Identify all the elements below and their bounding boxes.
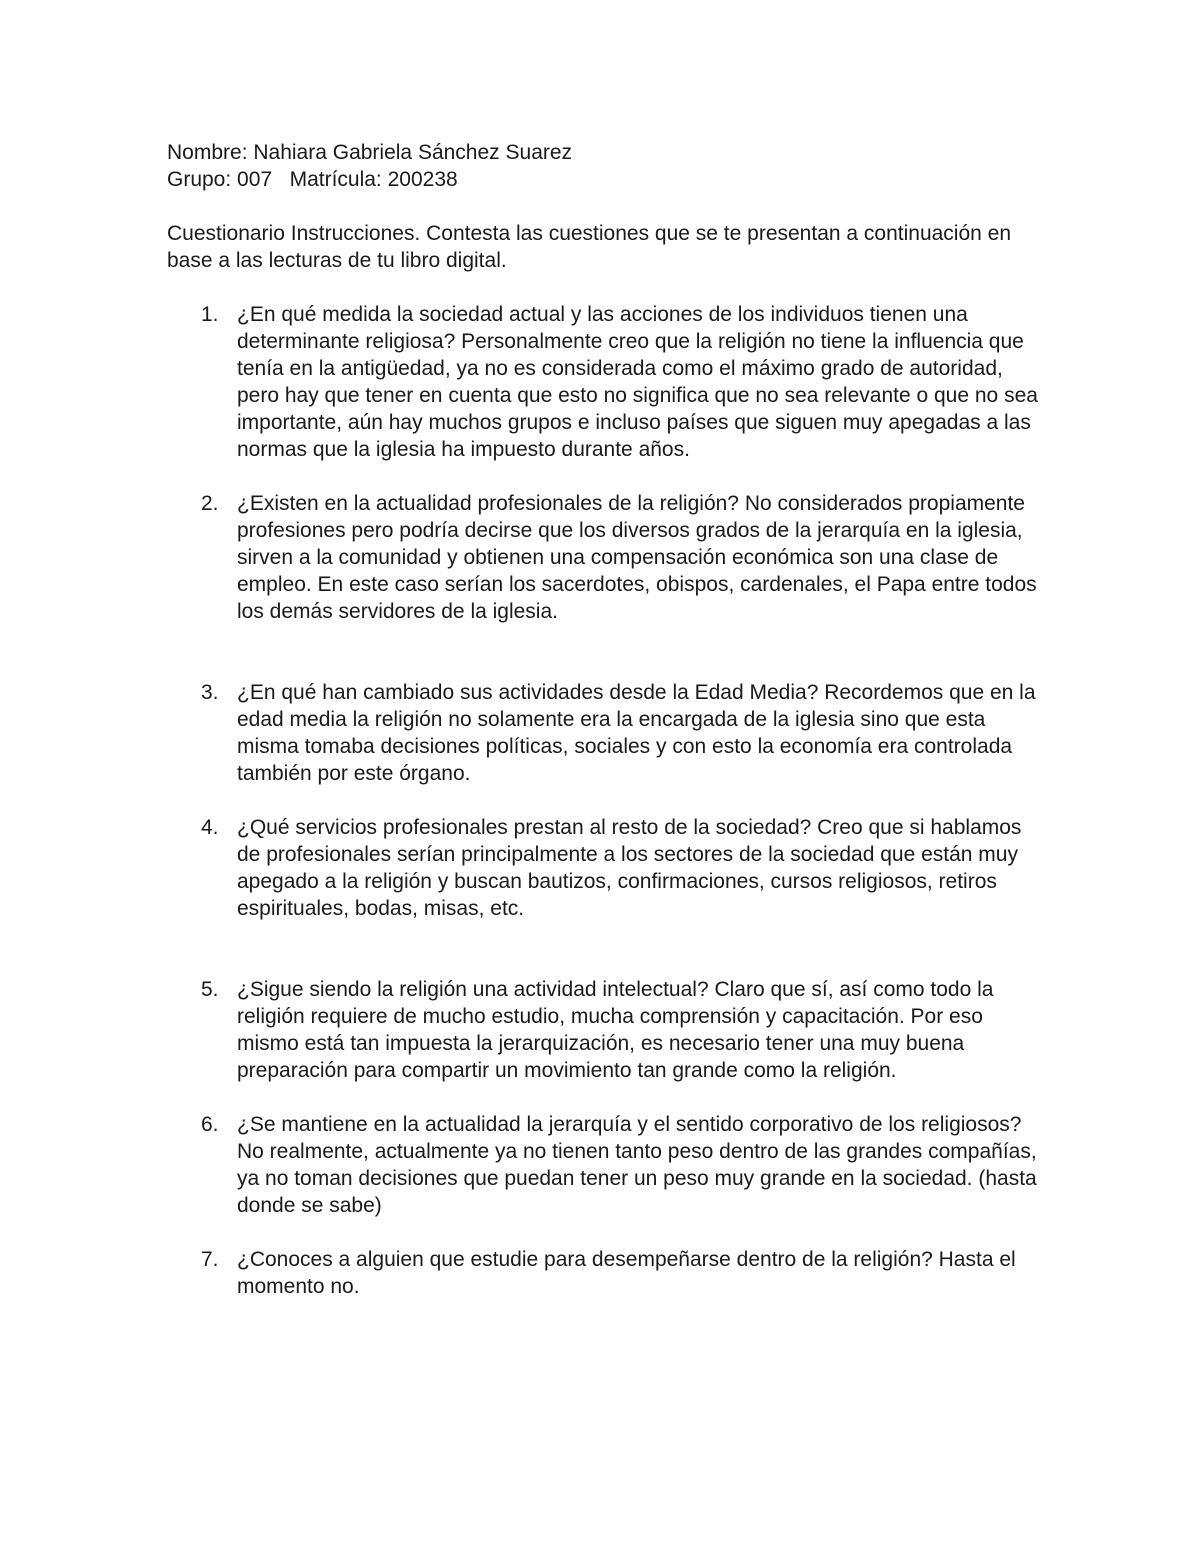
question-number: 6. — [201, 1113, 219, 1136]
question-number: 5. — [201, 978, 219, 1001]
question-item-4 — [167, 814, 1047, 922]
question-item-2 — [167, 490, 1047, 625]
question-number: 2. — [201, 492, 219, 515]
group-enrollment-line: Grupo: 007 Matrícula: 200238 — [167, 168, 458, 191]
question-item-3 — [167, 679, 1047, 787]
question-item-7 — [167, 1246, 1047, 1300]
question-item-1 — [167, 301, 1047, 463]
question-item-5 — [167, 976, 1047, 1084]
question-item-6 — [167, 1111, 1047, 1219]
question-number: 3. — [201, 681, 219, 704]
blank-line — [167, 193, 1047, 220]
question-number: 7. — [201, 1248, 219, 1271]
question-text: ¿Qué servicios profesionales prestan al resto de la sociedad? Creo que si hablamos de profesionales serían principalmente a los sectores de la sociedad que están muy apegado a la religión y buscan bautizos, confirmaciones, cursos religiosos, retiros espirituales, bodas, misas, etc. — [237, 816, 1022, 920]
student-name-line: Nombre: Nahiara Gabriela Sánchez Suarez — [167, 141, 573, 164]
question-list — [167, 301, 1047, 1300]
question-text: ¿Existen en la actualidad profesionales de la religión? No considerados propiamente profesiones pero podría decirse que los diversos grados de la jerarquía en la iglesia, sirven a la comunidad y obtienen una compensación económica son una clase de empleo. En este caso serían los sacerdotes, obispos, cardenales, el Papa entre todos los demás servidores de la iglesia. — [237, 492, 1037, 623]
instructions-paragraph: Cuestionario Instrucciones. Contesta las cuestiones que se te presentan a continuación en base a las lecturas de tu libro digital. — [167, 222, 1012, 272]
blank-line — [167, 274, 1047, 301]
question-number: 1. — [201, 303, 219, 326]
question-text: ¿Sigue siendo la religión una actividad intelectual? Claro que sí, así como todo la religión requiere de mucho estudio, mucha comprensión y capacitación. Por eso mismo está tan impuesta la jerarquización, es necesario tener una muy buena preparación para compartir un movimiento tan grande como la religión. — [237, 978, 994, 1082]
question-text: ¿En qué han cambiado sus actividades desde la Edad Media? Recordemos que en la edad media la religión no solamente era la encargada de la iglesia sino que esta misma tomaba decisiones políticas, sociales y con esto la economía era controlada también por este órgano. — [237, 681, 1036, 785]
question-text: ¿En qué medida la sociedad actual y las acciones de los individuos tienen una determinante religiosa? Personalmente creo que la religión no tiene la influencia que tenía en la antigüedad, ya no es considerada como el máximo grado de autoridad, pero hay que tener en cuenta que esto no significa que no sea relevante o que no sea importante, aún hay muchos grupos e incluso países que siguen muy apegadas a las normas que la iglesia ha impuesto durante años. — [237, 303, 1038, 461]
question-text: ¿Conoces a alguien que estudie para desempeñarse dentro de la religión? Hasta el momento no. — [237, 1248, 1016, 1298]
document-body — [167, 139, 1047, 1300]
question-number: 4. — [201, 816, 219, 839]
question-text: ¿Se mantiene en la actualidad la jerarquía y el sentido corporativo de los religiosos? No realmente, actualmente ya no tienen tanto peso dentro de las grandes compañías, ya no toman decisiones que puedan tener un peso muy grande en la sociedad. (hasta donde se sabe) — [237, 1113, 1037, 1217]
